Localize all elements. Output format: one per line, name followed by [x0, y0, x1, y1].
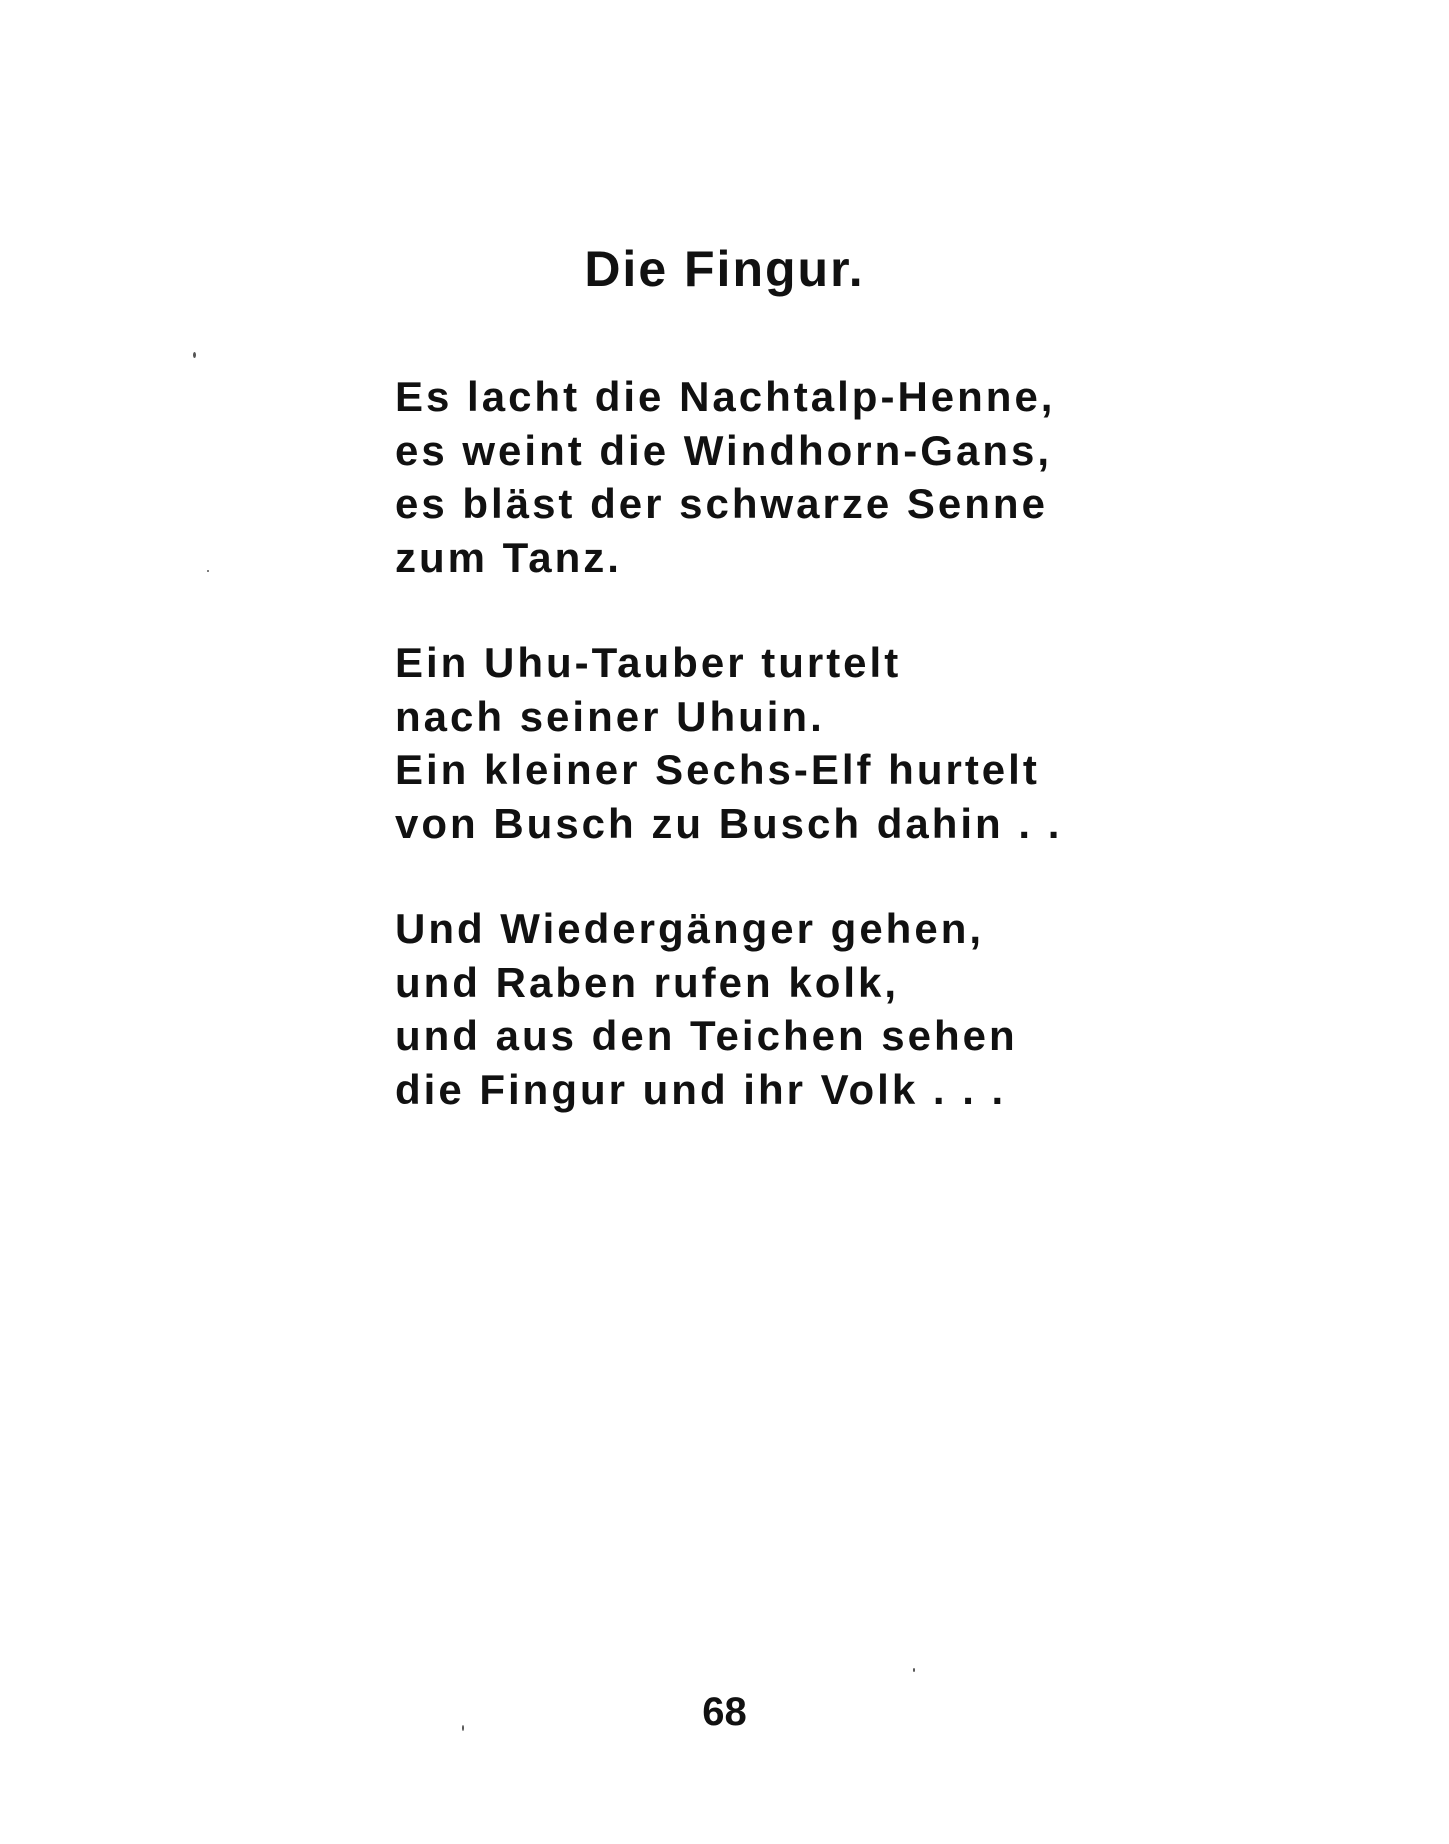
- poem-line: es bläst der schwarze Senne: [395, 480, 1048, 527]
- poem-line: und Raben rufen kolk,: [395, 958, 900, 1006]
- stanza-2: [395, 636, 1215, 850]
- stanza-1: [395, 370, 1215, 584]
- poem-line: zum Tanz.: [395, 533, 622, 581]
- scan-speck: [462, 1725, 464, 1731]
- page-number: 68: [702, 1690, 747, 1734]
- poem-line: von Busch zu Busch dahin . .: [395, 799, 1063, 847]
- poem-title: Die Fingur.: [584, 241, 865, 297]
- poem-body: [395, 370, 1215, 1168]
- scan-speck: [193, 352, 196, 358]
- poem-line: Ein kleiner Sechs-Elf hurtelt: [395, 746, 1040, 793]
- poem-line: Ein Uhu-Tauber turtelt: [395, 639, 902, 686]
- poem-line: nach seiner Uhuin.: [395, 692, 825, 740]
- poem-line: Es lacht die Nachtalp-Henne,: [395, 373, 1056, 420]
- stanza-3: [395, 902, 1215, 1116]
- poem-line: Und Wiedergänger gehen,: [395, 905, 985, 952]
- scan-speck: [207, 570, 209, 572]
- scan-speck: [913, 1668, 915, 1672]
- poem-line: die Fingur und ihr Volk . . .: [395, 1065, 1007, 1113]
- poem-line: es weint die Windhorn-Gans,: [395, 426, 1053, 474]
- poem-line: und aus den Teichen sehen: [395, 1012, 1018, 1059]
